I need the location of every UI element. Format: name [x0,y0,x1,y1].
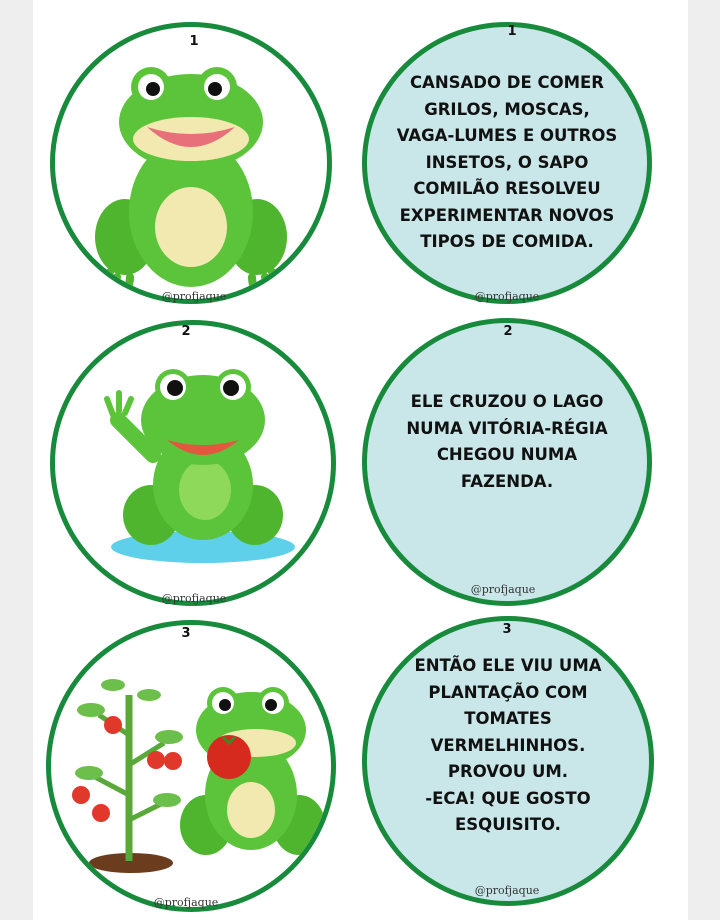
watermark: @profjaque [153,896,219,909]
watermark: @profjaque [474,884,540,897]
card-number-1-text: 1 [507,24,517,39]
story-text-2: ELE CRUZOU O LAGO NUMA VITÓRIA-RÉGIA CHEGOU NUMA FAZENDA. [406,392,608,491]
watermark: @profjaque [161,592,227,605]
text-card-1 [362,22,652,304]
left-gutter [0,0,33,920]
picture-card-3 [46,620,336,912]
sitting-frog-illustration [55,27,327,299]
story-text-3: ENTÃO ELE VIU UMA PLANTAÇÃO COM TOMATES VERMELHINHOS. PROVOU UM. -ECA! QUE GOSTO ESQUISITO. [414,656,602,835]
right-gutter [688,0,720,920]
card-number-2: 2 [181,324,191,339]
card-number-3: 3 [181,626,191,641]
watermark: @profjaque [470,583,536,596]
text-card-2 [362,318,652,606]
card-number-3-text: 3 [502,622,512,637]
picture-card-2 [50,320,336,606]
watermark: @profjaque [474,290,540,303]
waving-frog-on-lily-pad-illustration [55,325,331,601]
frog-eating-tomato-illustration [51,625,331,907]
card-number-2-text: 2 [503,324,513,339]
watermark: @profjaque [161,290,227,303]
picture-card-1 [50,22,332,304]
card-number-1: 1 [189,34,199,49]
text-card-3 [362,616,654,906]
story-text-1: CANSADO DE COMER GRILOS, MOSCAS, VAGA-LUMES E OUTROS INSETOS, O SAPO COMILÃO RESOLVEU EXPERIMENTAR NOVOS TIPOS DE COMIDA. [396,73,618,252]
